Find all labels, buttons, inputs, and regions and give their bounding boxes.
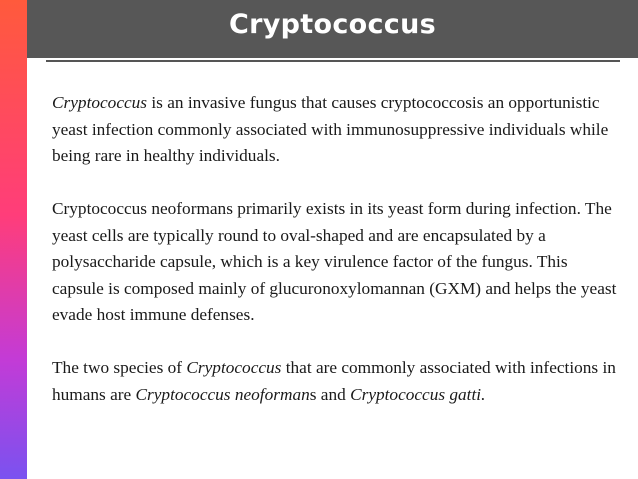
text-segment: that are commonly associated with infections in humans are: [52, 358, 616, 404]
text-segment: The two species of: [52, 358, 187, 377]
text-segment: s and: [309, 384, 351, 404]
text-segment: Cryptococcus: [52, 93, 148, 112]
text-segment: Cryptococcus neoforman: [135, 384, 310, 404]
slide-title: Cryptococcus: [229, 9, 436, 40]
slide-body: [52, 90, 617, 408]
text-segment: Cryptococcus: [186, 358, 282, 377]
text-segment: is an invasive fungus that causes cryptococcosis an opportunistic yeast infection commonly associated with immunosuppressive individuals while being rare in healthy individuals.: [52, 93, 609, 165]
text-segment: Cryptococcus neoformans primarily exists in its yeast form during infection. The yeast cells are typically round to oval-shaped and are encapsulated by a polysaccharide capsule, which is a key virulence factor of the fungus. This capsule is composed mainly of glucuronoxylomannan (GXM) and helps the yeast evade host immune defenses.: [52, 199, 617, 324]
paragraph-3: [52, 355, 617, 408]
text-segment: Cryptococcus gatti.: [350, 384, 486, 404]
gradient-accent-bar: [0, 0, 27, 479]
paragraph-1: [52, 90, 617, 170]
paragraph-2: [52, 196, 617, 329]
title-banner: [27, 0, 638, 58]
header-divider: [46, 60, 620, 62]
